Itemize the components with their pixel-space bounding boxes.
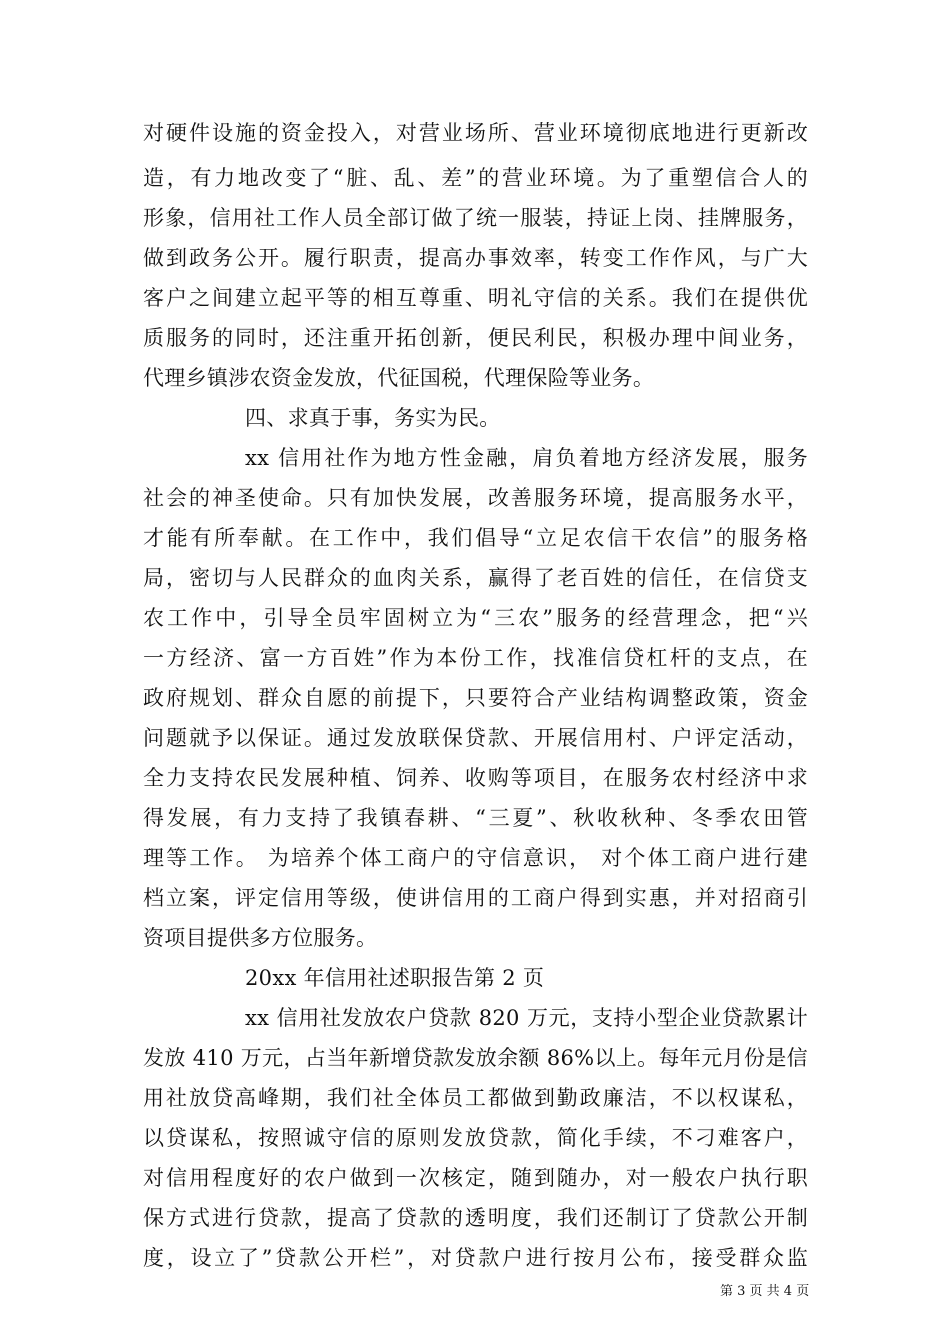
paragraph-line: 档立案，评定信用等级，使讲信用的工商户得到实惠，并对招商引 <box>143 886 808 910</box>
paragraph-line: 保方式进行贷款，提高了贷款的透明度，我们还制订了贷款公开制 <box>143 1206 808 1230</box>
paragraph-line: 社会的神圣使命。只有加快发展，改善服务环境，提高服务水平， <box>143 486 808 510</box>
paragraph-line: 理等工作。 为培养个体工商户的守信意识， 对个体工商户进行建 <box>143 846 808 870</box>
paragraph-line: 政府规划、群众自愿的前提下，只要符合产业结构调整政策，资金 <box>143 686 808 710</box>
paragraph-line: 造，有力地改变了“脏、乱、差”的营业环境。为了重塑信合人的 <box>143 166 808 190</box>
paragraph-line: 发放 410 万元，占当年新增贷款发放余额 86%以上。每年元月份是信 <box>143 1046 808 1070</box>
paragraph-line: xx 信用社作为地方性金融，肩负着地方经济发展，服务 <box>245 446 808 470</box>
paragraph-line: 形象，信用社工作人员全部订做了统一服装，持证上岗、挂牌服务， <box>143 206 808 230</box>
paragraph-line: 得发展，有力支持了我镇春耕、“三夏”、秋收秋种、冬季农田管 <box>143 806 808 830</box>
paragraph-line: 全力支持农民发展种植、饲养、收购等项目，在服务农村经济中求 <box>143 766 808 790</box>
paragraph-line: 农工作中，引导全员牢固树立为“三农”服务的经营理念，把“兴 <box>143 606 808 630</box>
paragraph-line: 度，设立了”贷款公开栏”，对贷款户进行按月公布，接受群众监 <box>143 1246 808 1270</box>
paragraph-line: 对硬件设施的资金投入，对营业场所、营业环境彻底地进行更新改 <box>143 121 808 145</box>
page-number-footer: 第 3 页 共 4 页 <box>720 1284 810 1299</box>
paragraph-line: 以贷谋私，按照诚守信的原则发放贷款，简化手续，不刁难客户， <box>143 1126 808 1150</box>
paragraph-line: 质服务的同时，还注重开拓创新，便民利民，积极办理中间业务， <box>143 326 808 350</box>
page-subtitle: 20xx 年信用社述职报告第 2 页 <box>245 966 545 990</box>
paragraph-line: 做到政务公开。履行职责，提高办事效率，转变工作作风，与广大 <box>143 246 808 270</box>
paragraph-line: 才能有所奉献。在工作中，我们倡导“立足农信干农信”的服务格 <box>143 526 808 550</box>
paragraph-line: 资项目提供多方位服务。 <box>143 926 378 950</box>
paragraph-line: 用社放贷高峰期，我们社全体员工都做到勤政廉洁，不以权谋私， <box>143 1086 808 1110</box>
paragraph-line: 代理乡镇涉农资金发放，代征国税，代理保险等业务。 <box>143 366 655 390</box>
paragraph-line: 客户之间建立起平等的相互尊重、明礼守信的关系。我们在提供优 <box>143 286 808 310</box>
paragraph-line: 对信用程度好的农户做到一次核定，随到随办，对一般农户执行职 <box>143 1166 808 1190</box>
paragraph-line: 一方经济、富一方百姓”作为本份工作，找准信贷杠杆的支点，在 <box>143 646 808 670</box>
paragraph-line: 局，密切与人民群众的血肉关系，赢得了老百姓的信任，在信贷支 <box>143 566 808 590</box>
paragraph-line: 问题就予以保证。通过发放联保贷款、开展信用村、户评定活动， <box>143 726 808 750</box>
paragraph-line: xx 信用社发放农户贷款 820 万元，支持小型企业贷款累计 <box>245 1006 808 1030</box>
section-heading: 四、求真于事，务实为民。 <box>245 406 501 430</box>
